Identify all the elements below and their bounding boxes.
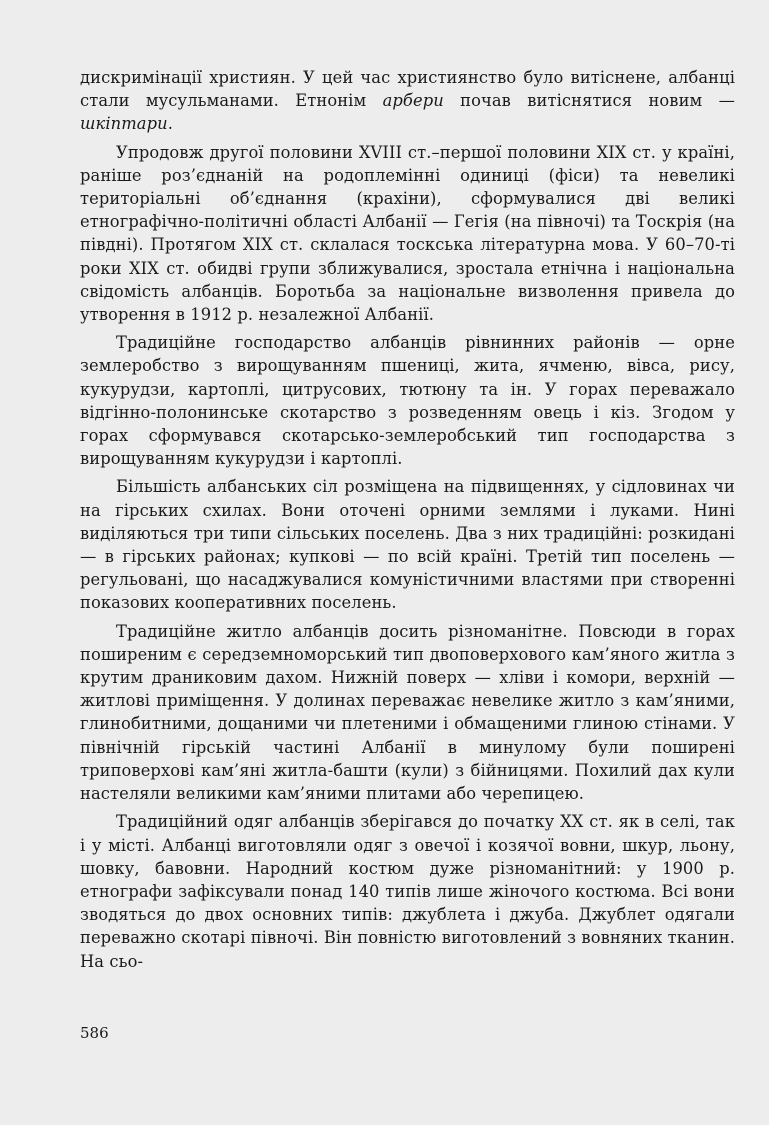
paragraph-1-term-arbery: арбери: [382, 91, 444, 111]
paragraph-1-text-2: почав витіснятися новим —: [443, 91, 736, 111]
paragraph-6: [80, 810, 735, 972]
paragraph-3: [80, 331, 735, 470]
paragraph-1-text-1: дискримінації християн. У цей час християнство було витіснене, албанці стали мусульманами. Етнонім: [80, 68, 735, 111]
paragraph-4-text: Більшість албанських сіл розміщена на підвищеннях, у сідловинах чи на гірських схилах. Вони оточені орними землями і луками. Нині виділяються три типи сільських поселень. Два з них традиційні: розкидані — в гірських районах; купкові — по всій країні. Третій тип поселень — регульовані, що насаджувалися комуністичними властями при створенні показових кооперативних поселень.: [80, 477, 735, 613]
paragraph-1-term-shkiptary: шкіптари: [80, 114, 168, 134]
paragraph-5-text: Традиційне житло албанців досить різноманітне. Повсюди в горах поширеним є середземноморський тип двоповерхового кам’яного житла з крутим драниковим дахом. Нижній поверх — хліви і комори, верхній — житлові приміщення. У долинах переважає невелике житло з кам’яними, глинобитними, дощаними чи плетеними і обмащеними глиною стінами. У північній гірській частині Албанії в минулому були поширені триповерхові кам’яні житла-башти (кули) з бійницями. Похилий дах кули настеляли великими кам’яними плитами або черепицею.: [80, 621, 735, 804]
paragraph-5: [80, 620, 735, 806]
paragraph-1-text-3: .: [167, 114, 173, 134]
paragraph-2: [80, 141, 735, 327]
paragraph-2-text: Упродовж другої половини XVIII ст.–першої половини XIX ст. у країні, раніше роз’єднаній на родоплемінні одиниці (фіси) та невеликі територіальні об’єднання (крахіни), сформувалися дві великі етнографічно-політичні області Албанії — Гегія (на півночі) та Тоскрія (на півдні). Протягом XIX ст. склалася тоскська літературна мова. У 60–70-ті роки XIX ст. обидві групи зближувалися, зростала етнічна і національна свідомість албанців. Боротьба за національне визволення привела до утворення в 1912 р. незалежної Албанії.: [80, 142, 735, 325]
text-body: [80, 66, 735, 973]
paragraph-6-text: Традиційний одяг албанців зберігався до початку XX ст. як в селі, так і у місті. Албанці виготовляли одяг з овечої і козячої вовни, шкур, льону, шовку, бавовни. Народний костюм дуже різноманітний: у 1900 р. етнографи зафіксували понад 140 типів лише жіночого костюма. Всі вони зводяться до двох основних типів: джублета і джуба. Джублет одягали переважно скотарі півночі. Він повністю виготовлений з вовняних тканин. На сьо-: [80, 812, 735, 971]
paragraph-3-text: Традиційне господарство албанців рівнинних районів — орне землеробство з вирощуванням пшениці, жита, ячменю, вівса, рису, кукурудзи, картоплі, цитрусових, тютюну та ін. У горах переважало відгінно-полонинське скотарство з розведенням овець і кіз. Згодом у горах сформувався скотарсько-землеробський тип господарства з вирощуванням кукурудзи і картоплі.: [80, 333, 735, 469]
paragraph-1: [80, 66, 735, 136]
paragraph-4: [80, 475, 735, 614]
page-number: 586: [80, 1024, 109, 1042]
